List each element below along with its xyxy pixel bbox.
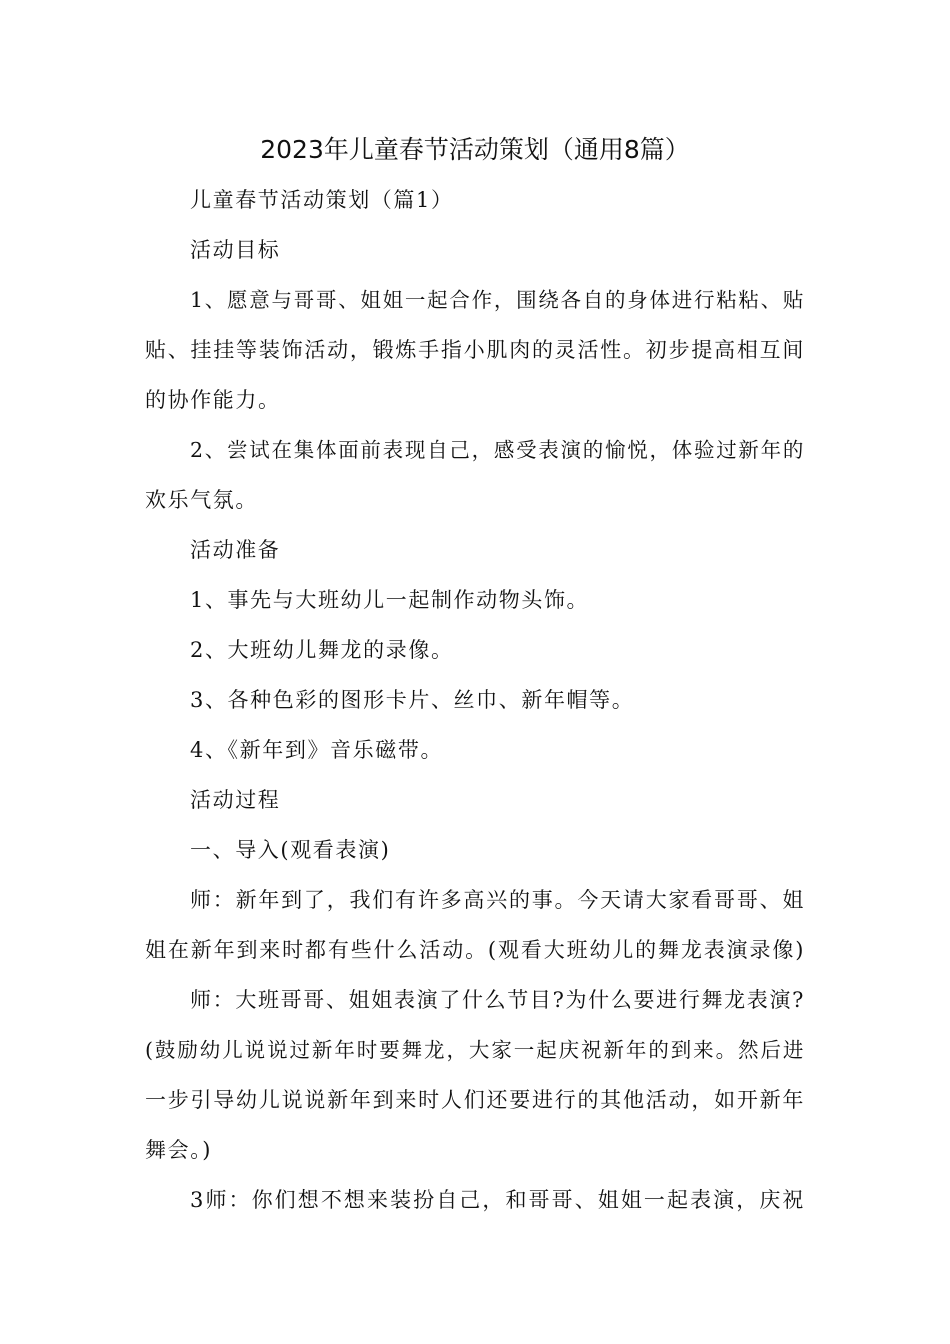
prep-item-2: [145, 625, 805, 675]
process-step-1-heading: [145, 825, 805, 875]
text-line: 欢乐气氛。: [145, 488, 258, 512]
text-line: 的协作能力。: [145, 388, 281, 412]
text-line: (鼓励幼儿说说过新年时要舞龙，大家一起庆祝新年的到来。然后进: [145, 1038, 805, 1062]
section-heading: [145, 175, 805, 225]
subheading-goals: [145, 225, 805, 275]
prep-item-4: [145, 725, 805, 775]
text-line: 1、事先与大班幼儿一起制作动物头饰。: [190, 588, 590, 612]
text-line: 一步引导幼儿说说新年到来时人们还要进行的其他活动，如开新年: [145, 1088, 805, 1112]
text-line: 2、大班幼儿舞龙的录像。: [190, 638, 454, 662]
prep-item-3: [145, 675, 805, 725]
paragraph-teacher-3: [145, 1175, 805, 1225]
text-line: 儿童春节活动策划（篇1）: [190, 188, 454, 212]
paragraph-goal-2: [145, 425, 805, 525]
text-line: 一、导入(观看表演): [190, 838, 391, 862]
text-line: 2、尝试在集体面前表现自己，感受表演的愉悦，体验过新年的: [190, 438, 805, 462]
subheading-preparation: [145, 525, 805, 575]
text-line: 活动准备: [190, 538, 281, 562]
text-line: 3师：你们想不想来装扮自己，和哥哥、姐姐一起表演，庆祝: [190, 1188, 805, 1212]
prep-item-1: [145, 575, 805, 625]
text-line: 活动过程: [190, 788, 281, 812]
text-line: 姐在新年到来时都有些什么活动。(观看大班幼儿的舞龙表演录像): [145, 938, 805, 962]
document-title: 2023年儿童春节活动策划（通用8篇）: [260, 135, 690, 164]
paragraph-goal-1: [145, 275, 805, 425]
text-line: 师：新年到了，我们有许多高兴的事。今天请大家看哥哥、姐: [190, 888, 805, 912]
text-line: 舞会。): [145, 1138, 213, 1162]
text-line: 4、《新年到》音乐磁带。: [190, 738, 444, 762]
text-line: 活动目标: [190, 238, 281, 262]
paragraph-teacher-2: [145, 975, 805, 1175]
text-line: 贴、挂挂等装饰活动，锻炼手指小肌肉的灵活性。初步提高相互间: [145, 338, 805, 362]
text-line: 师：大班哥哥、姐姐表演了什么节目?为什么要进行舞龙表演?: [190, 988, 805, 1012]
paragraph-teacher-1: [145, 875, 805, 975]
text-line: 1、愿意与哥哥、姐姐一起合作，围绕各自的身体进行粘粘、贴: [190, 288, 805, 312]
text-line: 3、各种色彩的图形卡片、丝巾、新年帽等。: [190, 688, 635, 712]
subheading-process: [145, 775, 805, 825]
